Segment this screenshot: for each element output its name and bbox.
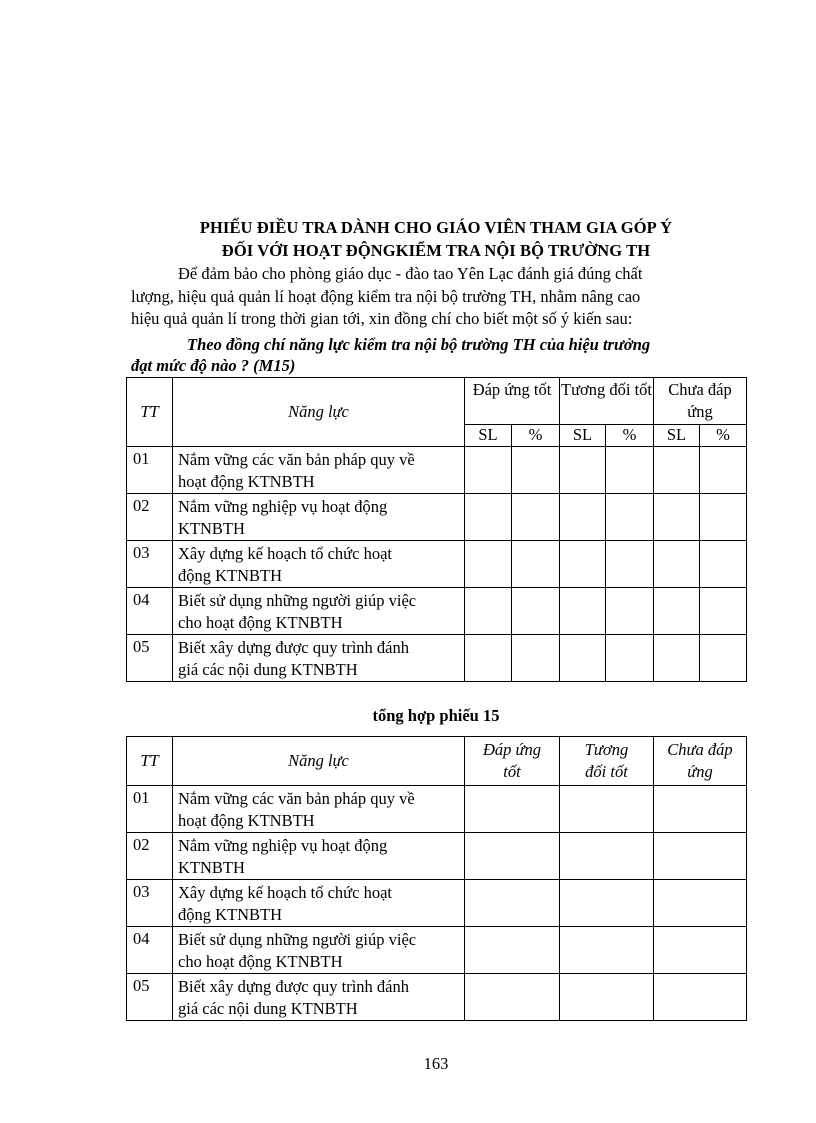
answer-cell[interactable] xyxy=(465,635,512,682)
table-row xyxy=(127,833,747,880)
capability-line: động KTNBTH xyxy=(178,566,283,585)
header-group-good: Đáp ứng tốt xyxy=(465,378,560,425)
capability-line: Biết sử dụng những người giúp việc xyxy=(178,591,417,610)
answer-cell[interactable] xyxy=(465,541,512,588)
header-percent: % xyxy=(512,425,560,447)
capability-line: KTNBTH xyxy=(178,519,245,538)
answer-cell[interactable] xyxy=(465,833,560,880)
table-row xyxy=(127,927,747,974)
capability-line: Biết xây dựng được quy trình đánh xyxy=(178,977,409,996)
capability-line: Nắm vững nghiệp vụ hoạt động xyxy=(178,497,388,516)
table-row xyxy=(127,494,747,541)
capability-line: hoạt động KTNBTH xyxy=(178,811,315,830)
answer-cell[interactable] xyxy=(700,541,747,588)
header-sl: SL xyxy=(465,425,512,447)
answer-cell[interactable] xyxy=(700,635,747,682)
survey-table xyxy=(126,377,747,682)
capability-line: Nắm vững nghiệp vụ hoạt động xyxy=(178,836,388,855)
table-row xyxy=(127,635,747,682)
answer-cell[interactable] xyxy=(465,494,512,541)
header-not-meeting xyxy=(654,737,747,786)
capability-line: giá các nội dung KTNBTH xyxy=(178,660,358,679)
answer-cell[interactable] xyxy=(465,447,512,494)
table-row xyxy=(127,588,747,635)
header-percent: % xyxy=(606,425,654,447)
header-capability: Năng lực xyxy=(173,378,465,447)
capability-line: giá các nội dung KTNBTH xyxy=(178,999,358,1018)
capability-cell xyxy=(173,880,465,927)
row-number: 02 xyxy=(127,494,173,541)
intro-line: hiệu quả quản lí trong thời gian tới, xin đồng chí cho biết một số ý kiến sau: xyxy=(131,309,633,328)
answer-cell[interactable] xyxy=(606,541,654,588)
summary-title: tổng hợp phiếu 15 xyxy=(372,706,500,725)
intro-line: Để đảm bảo cho phòng giáo dục - đào tao Yên Lạc đánh giá đúng chất xyxy=(178,264,643,283)
survey-header-row xyxy=(127,378,747,425)
row-number: 03 xyxy=(127,880,173,927)
header-line: đối tốt xyxy=(585,762,628,781)
row-number: 04 xyxy=(127,927,173,974)
summary-header-row xyxy=(127,737,747,786)
answer-cell[interactable] xyxy=(560,786,654,833)
row-number: 04 xyxy=(127,588,173,635)
page-number: 163 xyxy=(423,1054,449,1073)
question-line2: đạt mức độ nào ? (M15) xyxy=(131,356,296,375)
answer-cell[interactable] xyxy=(654,447,700,494)
header-line: Chưa đáp xyxy=(667,740,733,759)
header-tt: TT xyxy=(127,737,173,786)
capability-cell xyxy=(173,927,465,974)
capability-line: Biết sử dụng những người giúp việc xyxy=(178,930,417,949)
answer-cell[interactable] xyxy=(606,635,654,682)
answer-cell[interactable] xyxy=(465,588,512,635)
header-tt: TT xyxy=(127,378,173,447)
answer-cell[interactable] xyxy=(560,833,654,880)
capability-line: hoạt động KTNBTH xyxy=(178,472,315,491)
capability-cell xyxy=(173,588,465,635)
capability-cell xyxy=(173,494,465,541)
header-line: Đáp ứng xyxy=(482,740,542,759)
capability-line: Xây dựng kế hoạch tổ chức hoạt xyxy=(178,544,392,563)
answer-cell[interactable] xyxy=(465,786,560,833)
header-capability: Năng lực xyxy=(173,737,465,786)
capability-line: KTNBTH xyxy=(178,858,245,877)
document-title-line2: ĐỐI VỚI HOẠT ĐỘNGKIỂM TRA NỘI BỘ TRƯỜNG TH xyxy=(221,241,651,260)
answer-cell[interactable] xyxy=(512,447,560,494)
answer-cell[interactable] xyxy=(465,974,560,1021)
answer-cell[interactable] xyxy=(654,494,700,541)
header-group-not-meeting: Chưa đáp ứng xyxy=(654,378,747,425)
answer-cell[interactable] xyxy=(560,974,654,1021)
table-row xyxy=(127,974,747,1021)
answer-cell[interactable] xyxy=(654,927,747,974)
answer-cell[interactable] xyxy=(512,541,560,588)
answer-cell[interactable] xyxy=(560,588,606,635)
table-row xyxy=(127,447,747,494)
row-number: 03 xyxy=(127,541,173,588)
capability-cell xyxy=(173,833,465,880)
answer-cell[interactable] xyxy=(606,494,654,541)
answer-cell[interactable] xyxy=(465,880,560,927)
capability-line: Nắm vững các văn bản pháp quy về xyxy=(178,789,415,808)
header-percent: % xyxy=(700,425,747,447)
answer-cell[interactable] xyxy=(606,588,654,635)
capability-cell xyxy=(173,541,465,588)
answer-cell[interactable] xyxy=(560,541,606,588)
answer-cell[interactable] xyxy=(654,833,747,880)
answer-cell[interactable] xyxy=(606,447,654,494)
answer-cell[interactable] xyxy=(700,494,747,541)
answer-cell[interactable] xyxy=(700,447,747,494)
answer-cell[interactable] xyxy=(654,786,747,833)
document-title-line1: PHIẾU ĐIỀU TRA DÀNH CHO GIÁO VIÊN THAM GIA GÓP Ý xyxy=(199,218,673,237)
row-number: 05 xyxy=(127,635,173,682)
capability-line: Biết xây dựng được quy trình đánh xyxy=(178,638,409,657)
header-sl: SL xyxy=(654,425,700,447)
answer-cell[interactable] xyxy=(560,880,654,927)
capability-line: động KTNBTH xyxy=(178,905,283,924)
answer-cell[interactable] xyxy=(560,927,654,974)
answer-cell[interactable] xyxy=(654,541,700,588)
capability-cell xyxy=(173,447,465,494)
capability-cell xyxy=(173,635,465,682)
row-number: 02 xyxy=(127,833,173,880)
answer-cell[interactable] xyxy=(700,588,747,635)
answer-cell[interactable] xyxy=(654,880,747,927)
answer-cell[interactable] xyxy=(512,588,560,635)
answer-cell[interactable] xyxy=(654,588,700,635)
survey-question xyxy=(131,334,715,376)
answer-cell[interactable] xyxy=(465,927,560,974)
answer-cell[interactable] xyxy=(654,635,700,682)
table-row xyxy=(127,541,747,588)
row-number: 01 xyxy=(127,786,173,833)
table-row xyxy=(127,880,747,927)
capability-line: Nắm vững các văn bản pháp quy về xyxy=(178,450,415,469)
row-number: 01 xyxy=(127,447,173,494)
answer-cell[interactable] xyxy=(560,447,606,494)
intro-line: lượng, hiệu quả quản lí hoạt động kiểm tra nội bộ trường TH, nhằm nâng cao xyxy=(131,286,641,306)
header-sl: SL xyxy=(560,425,606,447)
answer-cell[interactable] xyxy=(512,635,560,682)
capability-line: cho hoạt động KTNBTH xyxy=(178,952,343,971)
capability-cell xyxy=(173,974,465,1021)
header-line: tốt xyxy=(503,762,521,781)
header-line: Tương xyxy=(584,740,629,759)
header-group-fair: Tương đối tốt xyxy=(560,378,654,425)
row-number: 05 xyxy=(127,974,173,1021)
intro-paragraph xyxy=(131,263,715,331)
capability-cell xyxy=(173,786,465,833)
answer-cell[interactable] xyxy=(560,494,606,541)
capability-line: cho hoạt động KTNBTH xyxy=(178,613,343,632)
answer-cell[interactable] xyxy=(512,494,560,541)
header-good xyxy=(465,737,560,786)
header-fair xyxy=(560,737,654,786)
summary-table xyxy=(126,736,747,1021)
answer-cell[interactable] xyxy=(560,635,606,682)
question-line1: Theo đồng chí năng lực kiểm tra nội bộ trường TH của hiệu trưởng xyxy=(187,335,651,354)
table-row xyxy=(127,786,747,833)
answer-cell[interactable] xyxy=(654,974,747,1021)
header-line: ứng xyxy=(687,762,713,781)
capability-line: Xây dựng kế hoạch tổ chức hoạt xyxy=(178,883,392,902)
